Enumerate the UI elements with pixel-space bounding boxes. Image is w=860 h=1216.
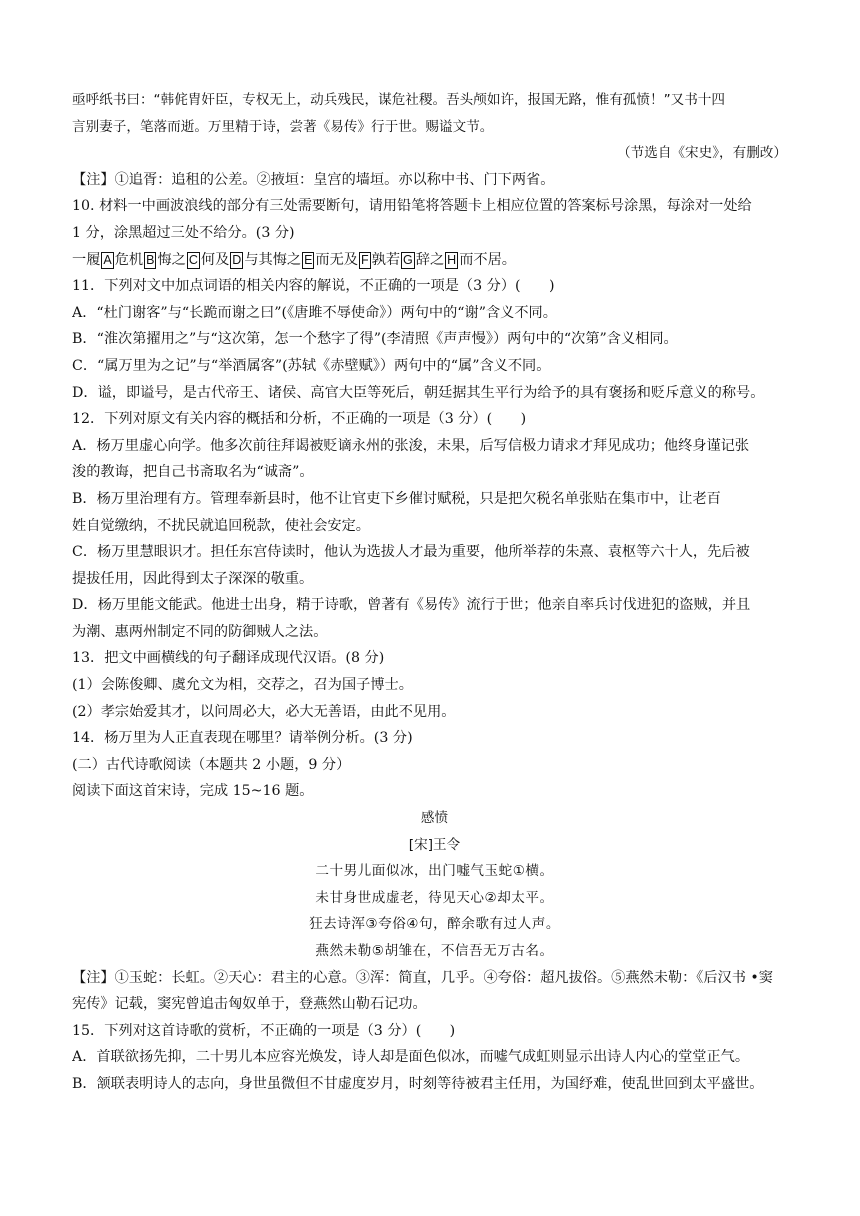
question-12-option-d: 为潮、惠两州制定不同的防御贼人之法。 [72,623,328,640]
answer-mark-box: B [146,252,155,267]
poem-footnote: 【注】①玉蛇：长虹。②天心：君主的心意。③浑：简直，几乎。④夸俗：超凡拔俗。⑤燕然未勒：《后汉书 •窦 [72,969,773,986]
answer-mark-box: D [232,252,242,267]
question-12-option-b: 姓自觉缴纳，不扰民就追回税款，使社会安定。 [72,517,370,534]
segment-text: 而无及 [315,251,358,268]
poem-title: 感愤 [420,810,449,827]
exam-page [72,90,797,1101]
biography-text-line: 亟呼纸书曰：“韩侂胄奸臣，专权无上，动兵残民，谋危社稷。吾头颅如许，报国无路，惟有孤愤！”又书十四 [72,92,725,108]
poem-author: [宋]王令 [408,836,461,853]
segment-text: 孰若 [371,251,401,268]
answer-mark-box: G [403,252,413,267]
poem-line: 燕然未勒⑤胡雏在，不信吾无万古名。 [315,943,554,959]
question-12-option-a: A．杨万里虚心向学。他多次前往拜谒被贬谪永州的张浚，未果，后写信极力请求才拜见成功；他终身谨记张 [72,437,750,454]
question-11-option-a: A．“杜门谢客”与“长跪而谢之曰”(《唐雎不辱使命》）两句中的“谢”含义不同。 [72,304,557,321]
question-15-stem: 15．下列对这首诗歌的赏析，不正确的一项是（3 分）( ) [72,1022,456,1039]
answer-mark-box: E [304,252,313,267]
question-10-segmented-text [72,250,797,270]
question-10-stem: 10. 材料一中画波浪线的部分有三处需要断句，请用铅笔将答题卡上相应位置的答案标号涂黑，每涂对一处给 [72,198,752,215]
segment-text: 悔之 [157,251,186,268]
biography-text-line: 言别妻子，笔落而逝。万里精于诗，尝著《易传》行于世。赐谥文节。 [72,118,494,135]
segment-text: 危机 [114,251,144,268]
footnote: 【注】①追胥：追租的公差。②掖垣：皇宫的墙垣。亦以称中书、门下两省。 [72,171,555,188]
poem-line: 未甘身世成虚老，待见天心②却太平。 [315,889,554,906]
question-13-sentence-2: (2）孝宗始爱其才，以问周必大，必大无善语，由此不见用。 [72,703,456,720]
segment-text: 一履 [72,251,101,268]
section-heading: (二）古代诗歌阅读（本题共 2 小题，9 分） [72,756,351,773]
question-12-stem: 12．下列对原文有关内容的概括和分析，不正确的一项是（3 分）( ) [72,411,527,428]
segment-text: 与其悔之 [244,251,302,268]
poem-line: 狂去诗浑③夸俗④句，醉余歌有过人声。 [309,916,560,933]
poem-footnote: 宪传》记载，窦宪曾追击匈奴单于，登燕然山勒石记功。 [72,996,427,1013]
section-instructions: 阅读下面这首宋诗，完成 15~16 题。 [72,783,314,800]
answer-mark-box: H [447,252,457,267]
answer-mark-box: A [103,252,112,267]
source-citation: （节选自《宋史》，有删改） [617,145,787,162]
question-13-sentence-1: (1）会陈俊卿、虞允文为相，交荐之，召为国子博士。 [72,677,413,694]
question-13-stem: 13．把文中画横线的句子翻译成现代汉语。(8 分) [72,650,385,667]
question-12-option-d: D．杨万里能文能武。他进士出身，精于诗歌，曾著有《易传》流行于世；他亲自率兵讨伐进犯的盗贼，并且 [72,597,751,614]
question-12-option-c: C．杨万里慧眼识才。担任东宫侍读时，他认为选拔人才最为重要，他所举荐的朱熹、袁枢等六十人，先后被 [72,544,750,561]
question-11-option-c: C．“属万里为之记”与“举酒属客”(苏轼《赤壁赋》）两句中的“属”含义不同。 [72,357,551,374]
question-11-option-d: D．谥，即谥号，是古代帝王、诸侯、高官大臣等死后，朝廷据其生平行为给予的具有褒扬和贬斥意义的称号。 [72,384,765,401]
question-11-stem: 11．下列对文中加点词语的相关内容的解说，不正确的一项是（3 分）( ) [72,278,555,295]
segment-text: 辞之 [415,251,445,268]
question-12-option-b: B．杨万里治理有方。管理奉新县时，他不让官吏下乡催讨赋税，只是把欠税名单张贴在集市中，让老百 [72,490,721,507]
segment-text: 而不居。 [459,251,516,268]
question-10-stem: 1 分，涂黑超过三处不给分。(3 分) [72,224,295,241]
segment-text: 何及 [200,251,230,268]
question-15-option-b: B．颔联表明诗人的志向，身世虽微但不甘虚度岁月，时刻等待被君主任用，为国纾难，使乱世回到太平盛世。 [72,1075,764,1092]
question-14-stem: 14．杨万里为人正直表现在哪里？请举例分析。(3 分) [72,730,413,747]
emphasis-dot-char: 谥 [439,118,453,135]
question-15-option-a: A．首联欲扬先抑，二十男儿本应容光焕发，诗人却是面色似冰，而嘘气成虹则显示出诗人内心的堂堂正气。 [72,1049,750,1066]
question-12-option-a: 浚的教诲，把自己书斋取名为“诚斋”。 [72,464,314,481]
answer-mark-box: F [361,252,369,267]
answer-mark-box: C [188,252,198,267]
poem-line: 二十男儿面似冰，出门嘘气玉蛇①横。 [315,863,554,880]
question-11-option-b: B．“淮次第擢用之”与“这次第，怎一个愁字了得”(李清照《声声慢》）两句中的“次第”含义相同。 [72,331,678,348]
question-12-option-c: 提拔任用，因此得到太子深深的敬重。 [72,570,314,587]
